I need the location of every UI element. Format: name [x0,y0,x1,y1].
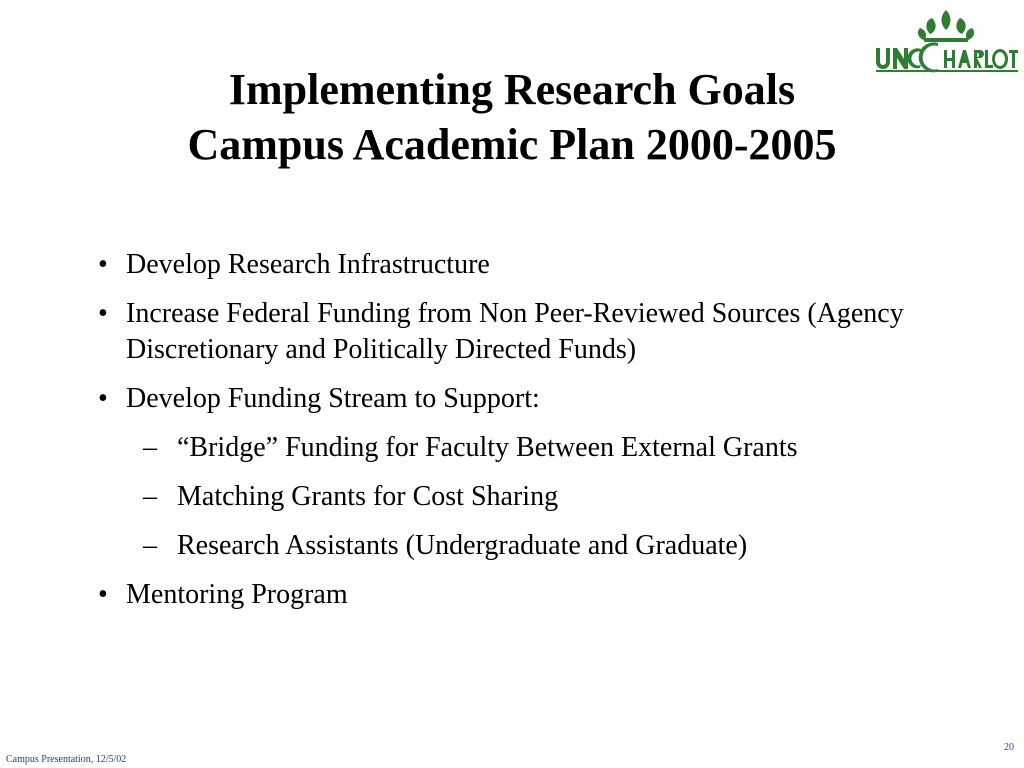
sub-bullet-text: Matching Grants for Cost Sharing [177,481,559,512]
dash-marker: – [143,432,157,463]
dash-marker: – [143,481,157,512]
bullet-text: Increase Federal Funding from Non Peer-Reviewed Sources (Agency Discretionary and Politically Directed Funds) [126,298,904,365]
sub-bullet-text: Research Assistants (Undergraduate and Graduate) [177,530,748,561]
page-number: 20 [1004,742,1014,753]
bullet-marker: • [98,579,108,610]
footer-caption: Campus Presentation, 12/5/02 [6,754,127,765]
dash-marker: – [143,530,157,561]
bullet-item [90,296,950,368]
bullet-item [90,381,950,417]
bullet-list [90,247,950,626]
sub-bullet-text: “Bridge” Funding for Faculty Between External Grants [177,432,798,463]
bullet-text: Develop Funding Stream to Support: [126,383,540,414]
sub-bullet-item [90,430,950,466]
sub-bullet-item [90,528,950,564]
title-line-2: Campus Academic Plan 2000-2005 [187,120,837,169]
bullet-text: Develop Research Infrastructure [126,249,490,280]
bullet-item [90,577,950,613]
bullet-item [90,247,950,283]
bullet-marker: • [98,249,108,280]
bullet-marker: • [98,383,108,414]
sub-bullet-item [90,479,950,515]
bullet-text: Mentoring Program [126,579,348,610]
title-line-1: Implementing Research Goals [228,65,796,114]
bullet-marker: • [98,298,108,329]
slide-title [0,62,1024,172]
